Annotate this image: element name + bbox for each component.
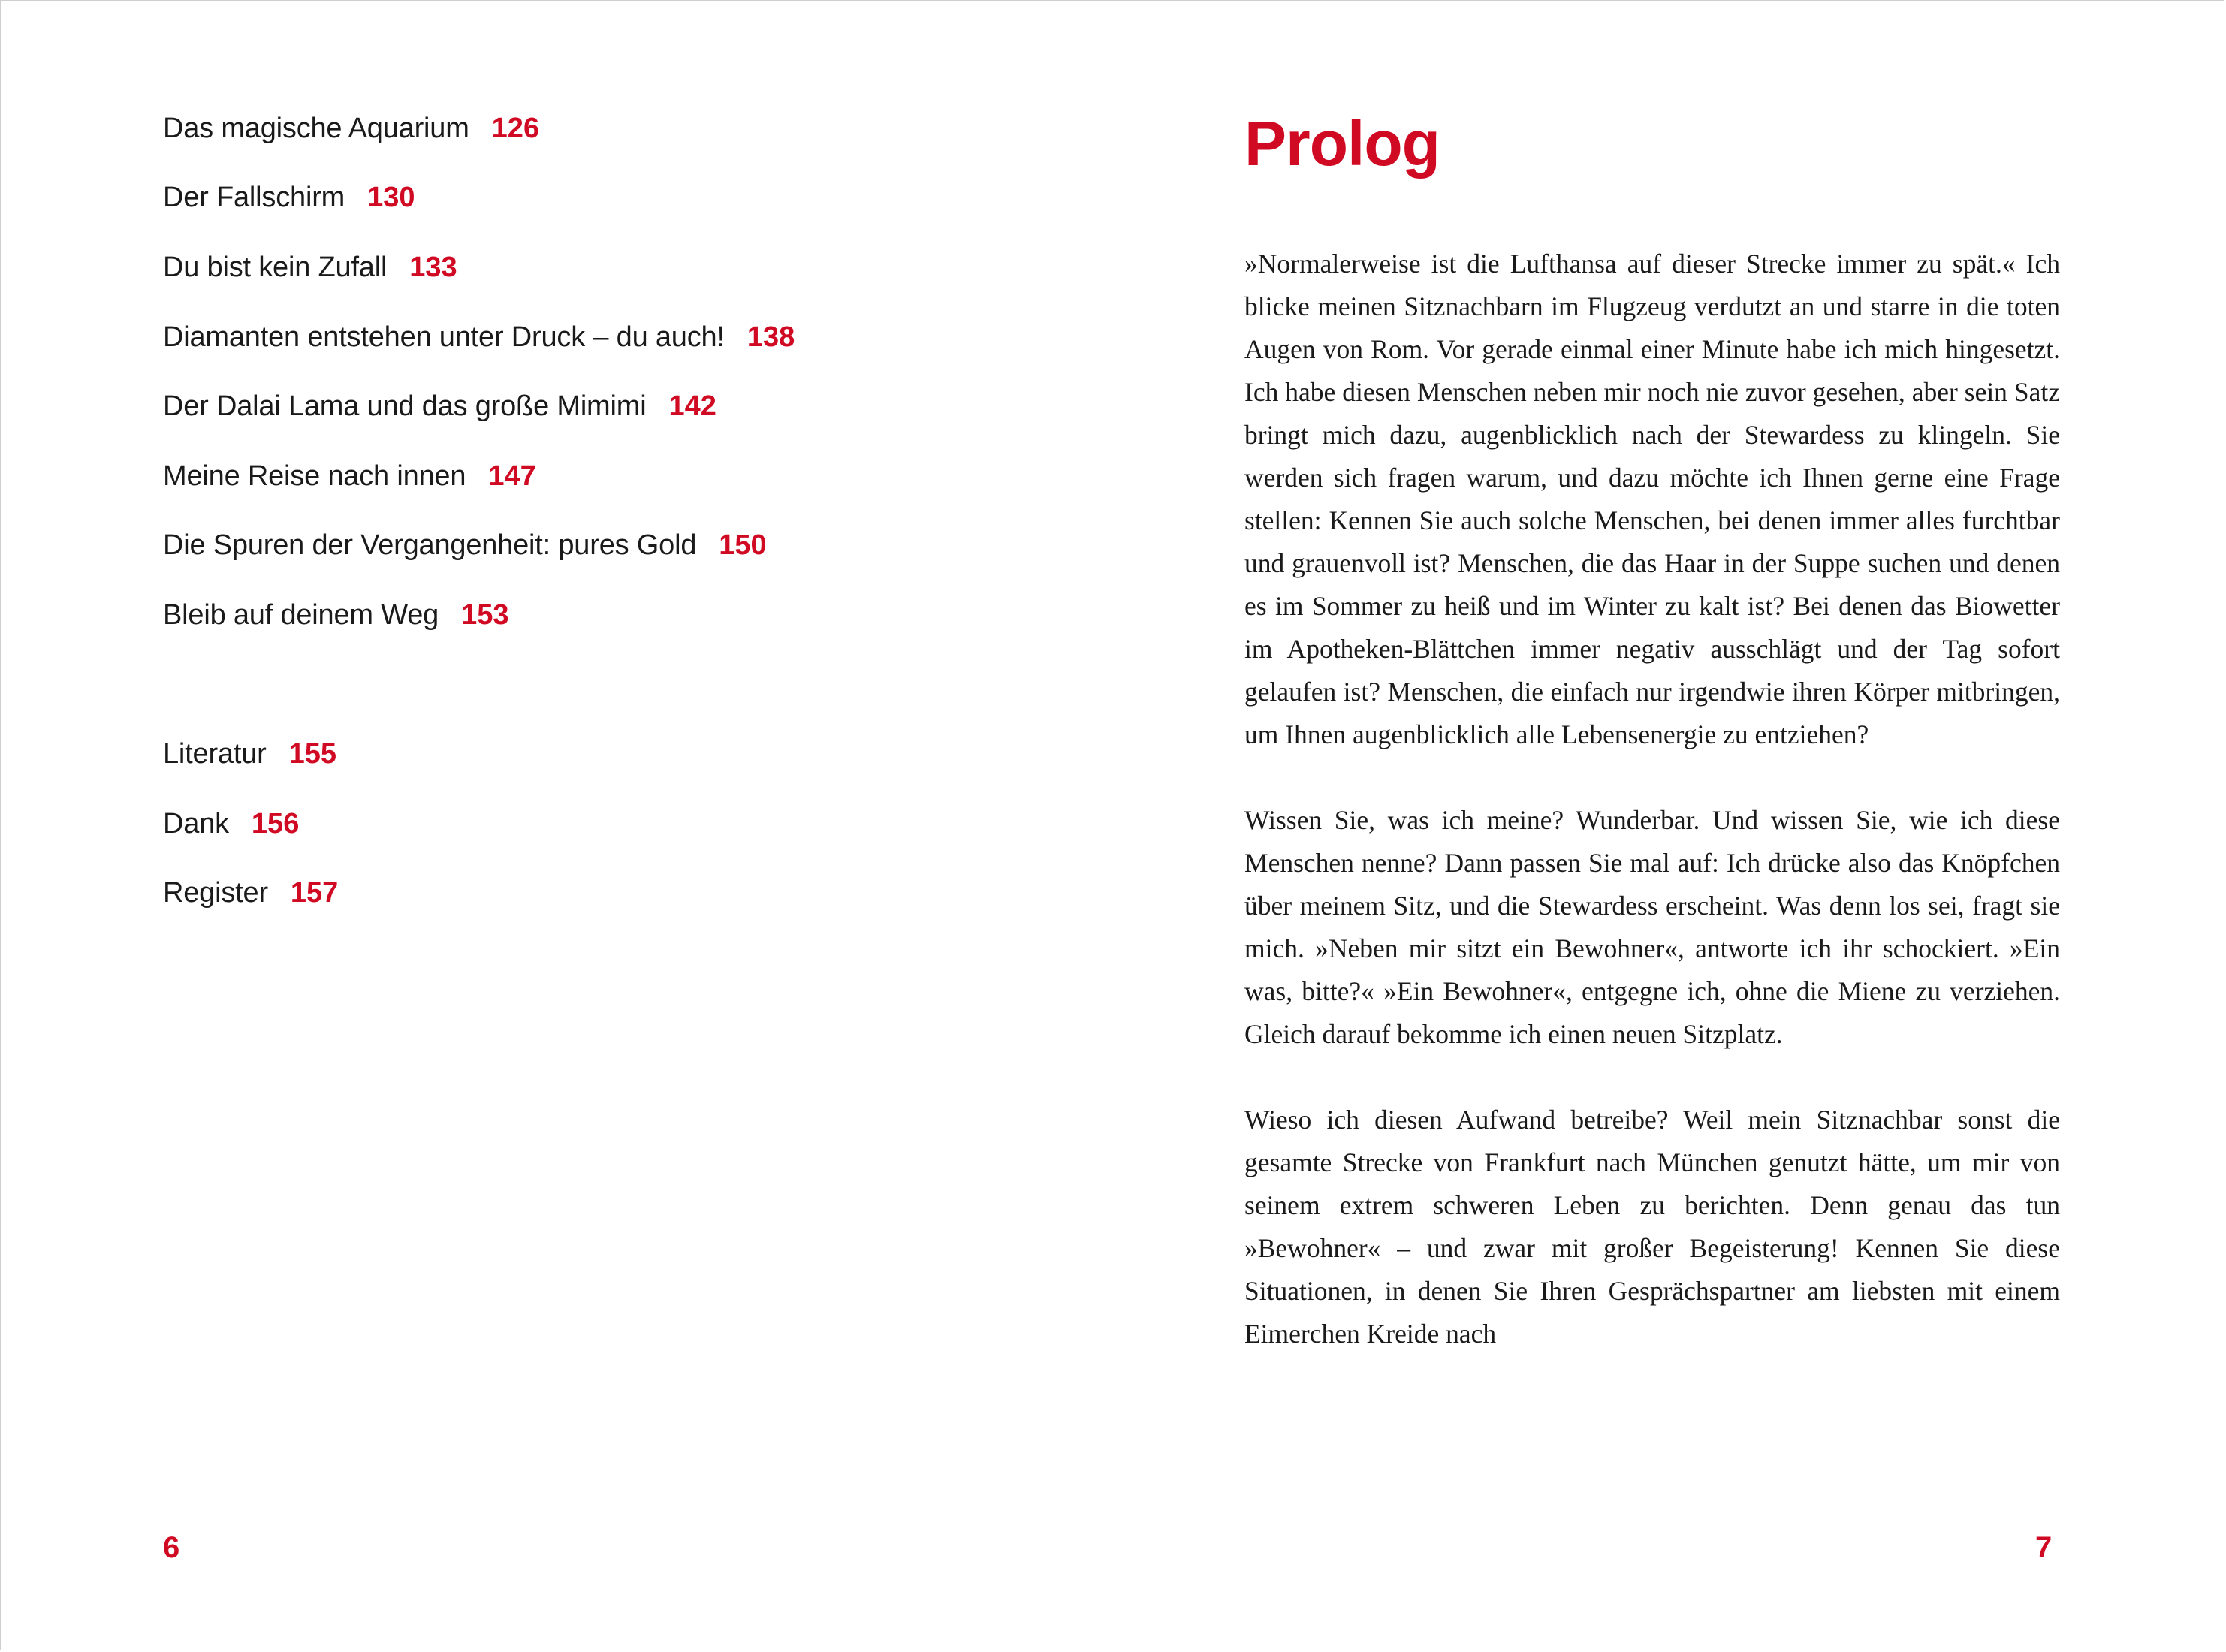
toc-entry	[163, 731, 336, 776]
toc-entry-page: 126	[491, 113, 540, 144]
toc-entry-page: 142	[668, 390, 716, 422]
toc-entry-page: 153	[461, 599, 509, 631]
paragraph: Wieso ich diesen Aufwand betreibe? Weil mein Sitznachbar sonst die gesamte Strecke von Frankfurt nach München genutzt hätte, um mir von seinem extrem schweren Leben zu berichten. Denn genau das tun »Bewohner« – und zwar mit großer Begeisterung! Kennen Sie diese Situationen, in denen Sie Ihren Gesprächspartner am liebsten mit einem Eimerchen Kreide nach	[1244, 1105, 2060, 1349]
body-text	[1244, 243, 2060, 1398]
toc-entry-title: Der Fallschirm	[163, 182, 345, 213]
toc-entry-title: Die Spuren der Vergangenheit: pures Gold	[163, 529, 697, 561]
toc-entry-title: Der Dalai Lama und das große Mimimi	[163, 390, 647, 422]
toc-entry	[163, 315, 795, 360]
toc-entry-page: 155	[288, 738, 337, 770]
toc-entry	[163, 106, 539, 151]
toc-entry	[163, 870, 338, 915]
page-number-left: 6	[163, 1531, 180, 1564]
toc-entry-page: 138	[747, 321, 795, 353]
toc-entry	[163, 245, 457, 290]
toc-entry-page: 133	[409, 252, 457, 283]
toc-entry-title: Du bist kein Zufall	[163, 252, 388, 283]
toc-entry-title: Literatur	[163, 738, 267, 770]
toc-entry-title: Dank	[163, 808, 229, 840]
toc-entry-title: Register	[163, 877, 268, 909]
paragraph: Wissen Sie, was ich meine? Wunderbar. Und wissen Sie, wie ich diese Menschen nenne? Dann passen Sie mal auf: Ich drücke also das Knöpfchen über meinem Sitz, und die Stewardess erscheint. Was denn los sei, fragt sie mich. »Neben mir sitzt ein Bewohner«, antworte ich ihr schockiert. »Ein was, bitte?« »Ein Bewohner«, entgegne ich, ohne die Miene zu verziehen. Gleich darauf bekomme ich einen neuen Sitzplatz.	[1244, 805, 2060, 1049]
toc-entry-page: 130	[367, 182, 415, 213]
toc-entry-title: Das magische Aquarium	[163, 113, 469, 144]
toc-entry-title: Diamanten entstehen unter Druck – du auch!	[163, 321, 725, 353]
page-number-right: 7	[2035, 1531, 2053, 1564]
toc-entry-title: Bleib auf deinem Weg	[163, 599, 439, 631]
toc-entry	[163, 801, 299, 846]
toc-entry-page: 156	[251, 808, 300, 840]
paragraph: »Normalerweise ist die Lufthansa auf dieser Strecke immer zu spät.« Ich blicke meinen Sitznachbarn im Flugzeug verdutzt an und starre in die toten Augen von Rom. Vor gerade einmal einer Minute habe ich mich hingesetzt. Ich habe diesen Menschen neben mir noch nie zuvor gesehen, aber sein Satz bringt mich dazu, augenblicklich nach der Stewardess zu klingeln. Sie werden sich fragen warum, und dazu möchte ich Ihnen gerne eine Frage stellen: Kennen Sie auch solche Menschen, bei denen immer alles furchtbar und grauenvoll ist? Menschen, die das Haar in der Suppe suchen und denen es im Sommer zu heiß und im Winter zu kalt ist? Bei denen das Biowetter im Apotheken-Blättchen immer negativ ausschlägt und der Tag sofort gelaufen ist? Menschen, die einfach nur irgendwie ihren Körper mitbringen, um Ihnen augenblicklich alle Lebensenergie zu entziehen?	[1244, 249, 2060, 749]
right-page	[1113, 1, 2225, 1651]
toc-entry	[163, 454, 536, 499]
toc-entry-page: 147	[488, 460, 536, 492]
chapter-title: Prolog	[1244, 108, 1440, 179]
toc-entry-page: 157	[290, 877, 339, 909]
toc-entry-title: Meine Reise nach innen	[163, 460, 466, 492]
toc-entry	[163, 592, 508, 638]
toc-entry-page: 150	[719, 529, 767, 561]
left-page	[1, 1, 1113, 1651]
toc-entry	[163, 384, 716, 429]
toc-entry	[163, 523, 767, 568]
toc-entry	[163, 175, 415, 220]
